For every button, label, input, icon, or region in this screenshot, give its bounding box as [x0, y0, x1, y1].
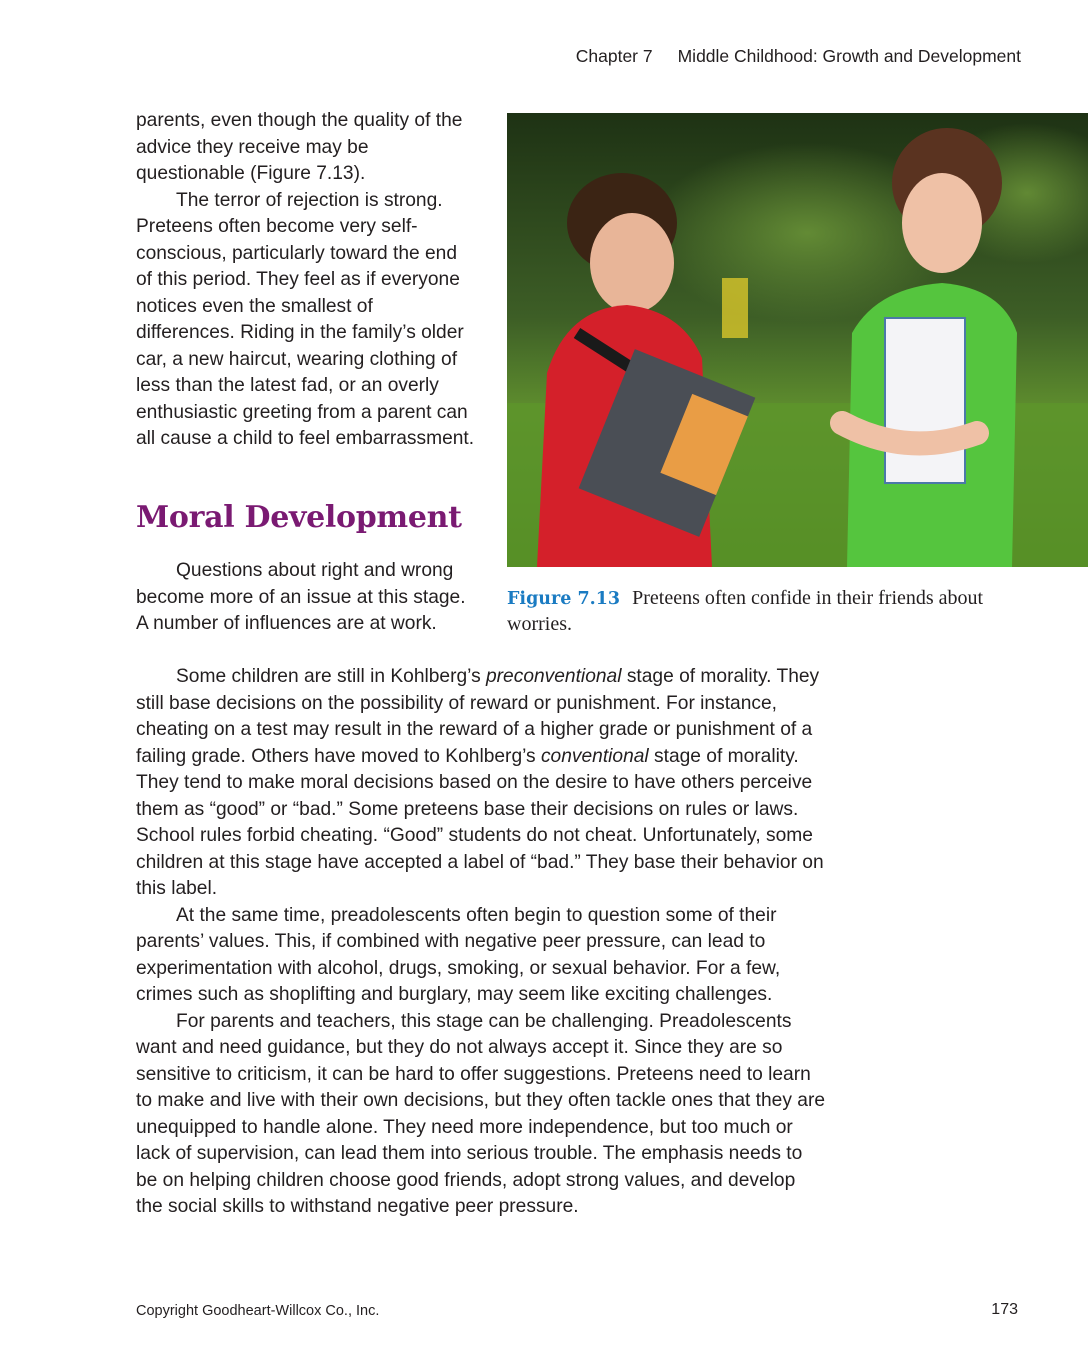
- section-body-block: [136, 664, 826, 1221]
- section-heading: Moral Development: [136, 500, 462, 535]
- paragraph-intro: Questions about right and wrong become more of an issue at this stage. A number of influences are at work.: [136, 560, 466, 634]
- photo-illustration: [507, 113, 1088, 567]
- section-intro-block: [136, 558, 476, 638]
- text-run: Some children are still in Kohlberg’s: [176, 666, 486, 687]
- running-head: [576, 46, 1021, 67]
- paragraph-rejection: The terror of rejection is strong. Preteens often become very self-conscious, particularly toward the end of this period. They feel as if everyone notices even the smallest of differences. Riding in the family’s older car, a new haircut, wearing clothing of less than the latest fad, or an overly enthusiastic greeting from a parent can all cause a child to feel embarrassment.: [136, 189, 475, 449]
- chapter-title: Middle Childhood: Growth and Development: [677, 46, 1021, 66]
- text-run: stage of morality. They still base decisions on the possibility of reward or punishment. For instance, cheating on a test may result in the reward of a higher grade or punishment of a failing grade. Others have moved to Kohlberg’s: [136, 666, 820, 767]
- chapter-number: Chapter 7: [575, 46, 653, 66]
- paragraph-parents-teachers: For parents and teachers, this stage can be challenging. Preadolescents want and need guidance, but they do not always accept it. Since they are so sensitive to criticism, it can be hard to offer suggestions. Preteens need to learn to make and live with their own decisions, but they often tackle ones that they are unequipped to handle alone. They need more independence, but too much or lack of supervision, can lead them into serious trouble. The emphasis needs to be on helping children choose good friends, adopt strong values, and develop the social skills to withstand negative peer pressure.: [136, 1010, 826, 1217]
- top-text-block: [136, 108, 476, 453]
- text-run: stage of morality. They tend to make moral decisions based on the desire to have others perceive them as “good” or “bad.” Some preteens base their decisions on rules or laws. School rules forbid cheating. “Good” students do not cheat. Unfortunately, some children at this stage have accepted a label of “bad.” They base their behavior on this label.: [136, 745, 824, 899]
- paragraph-continued: parents, even though the quality of the advice they receive may be questionable (Figure 7.13).: [136, 110, 463, 184]
- figure-caption-text: Preteens often confide in their friends about worries.: [507, 587, 984, 635]
- figure-label: Figure 7.13: [507, 589, 621, 609]
- paragraph-question-values: At the same time, preadolescents often begin to question some of their parents’ values. This, if combined with negative peer pressure, can lead to experimentation with alcohol, drugs, smoking, or sexual behavior. For a few, crimes such as shoplifting and burglary, may seem like exciting challenges.: [136, 904, 781, 1005]
- term-preconventional: preconventional: [486, 666, 622, 687]
- copyright-footer: Copyright Goodheart-Willcox Co., Inc.: [136, 1303, 380, 1319]
- term-conventional: conventional: [540, 745, 649, 767]
- figure-caption: [507, 586, 987, 637]
- figure-photo: [507, 113, 1088, 567]
- paragraph-kohlberg: [136, 664, 826, 903]
- page-number: 173: [991, 1301, 1018, 1318]
